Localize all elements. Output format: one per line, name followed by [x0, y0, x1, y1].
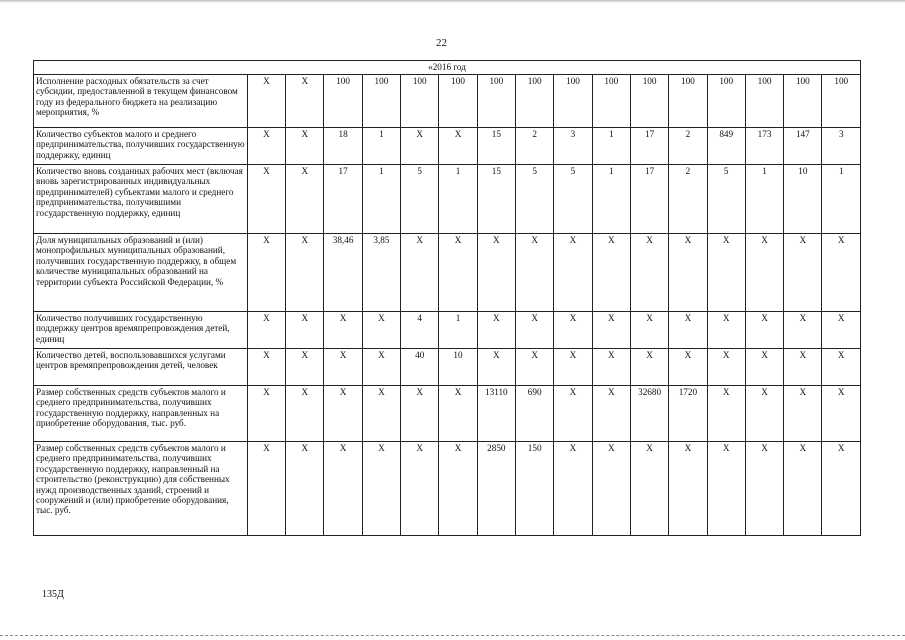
- value-cell: Х: [822, 349, 861, 386]
- value-cell: Х: [286, 234, 324, 312]
- value-cell: 17: [324, 165, 362, 234]
- value-cell: Х: [669, 234, 707, 312]
- value-cell: Х: [324, 386, 362, 442]
- value-cell: 1: [362, 128, 400, 165]
- value-cell: Х: [401, 442, 439, 536]
- table-row: [34, 234, 861, 312]
- value-cell: 5: [707, 165, 745, 234]
- value-cell: 1: [592, 128, 630, 165]
- value-cell: 100: [401, 75, 439, 128]
- value-cell: 18: [324, 128, 362, 165]
- value-cell: 13110: [477, 386, 515, 442]
- value-cell: Х: [362, 442, 400, 536]
- value-cell: Х: [247, 386, 285, 442]
- value-cell: Х: [745, 234, 783, 312]
- scan-edge-top: [0, 0, 905, 3]
- value-cell: Х: [439, 386, 477, 442]
- value-cell: Х: [247, 349, 285, 386]
- value-cell: Х: [822, 234, 861, 312]
- value-cell: Х: [515, 312, 553, 349]
- value-cell: 5: [515, 165, 553, 234]
- table-row: [34, 75, 861, 128]
- value-cell: Х: [286, 75, 324, 128]
- value-cell: Х: [630, 349, 668, 386]
- value-cell: Х: [515, 349, 553, 386]
- value-cell: Х: [324, 349, 362, 386]
- value-cell: Х: [477, 349, 515, 386]
- value-cell: 15: [477, 128, 515, 165]
- value-cell: 147: [784, 128, 822, 165]
- value-cell: Х: [286, 442, 324, 536]
- value-cell: 100: [822, 75, 861, 128]
- value-cell: Х: [247, 312, 285, 349]
- table-body: [34, 61, 861, 536]
- indicator-label: Доля муниципальных образований и (или) монопрофильных муниципальных образований, получивших государственную поддержку, в общем количестве муниципальных образований на территории субъекта Российской Федерации, %: [34, 234, 248, 312]
- value-cell: Х: [477, 234, 515, 312]
- value-cell: 173: [745, 128, 783, 165]
- value-cell: Х: [784, 312, 822, 349]
- value-cell: Х: [247, 442, 285, 536]
- value-cell: 1720: [669, 386, 707, 442]
- table-row: [34, 165, 861, 234]
- year-header-row: [34, 61, 861, 75]
- value-cell: Х: [784, 386, 822, 442]
- value-cell: 1: [439, 165, 477, 234]
- value-cell: 4: [401, 312, 439, 349]
- value-cell: Х: [669, 312, 707, 349]
- value-cell: 2: [669, 128, 707, 165]
- value-cell: Х: [401, 128, 439, 165]
- table-row: [34, 349, 861, 386]
- value-cell: Х: [707, 386, 745, 442]
- value-cell: Х: [784, 234, 822, 312]
- value-cell: Х: [784, 442, 822, 536]
- value-cell: 3: [822, 128, 861, 165]
- value-cell: 100: [362, 75, 400, 128]
- indicator-label: Количество детей, воспользовавшихся услугами центров времяпрепровождения детей, человек: [34, 349, 248, 386]
- value-cell: Х: [286, 349, 324, 386]
- value-cell: 10: [439, 349, 477, 386]
- value-cell: 17: [630, 128, 668, 165]
- value-cell: 100: [324, 75, 362, 128]
- value-cell: 3,85: [362, 234, 400, 312]
- value-cell: Х: [515, 234, 553, 312]
- value-cell: Х: [439, 442, 477, 536]
- value-cell: Х: [286, 128, 324, 165]
- value-cell: Х: [707, 234, 745, 312]
- value-cell: Х: [554, 442, 592, 536]
- value-cell: 2850: [477, 442, 515, 536]
- value-cell: Х: [669, 442, 707, 536]
- value-cell: Х: [707, 349, 745, 386]
- value-cell: Х: [707, 442, 745, 536]
- value-cell: 100: [707, 75, 745, 128]
- value-cell: 1: [822, 165, 861, 234]
- value-cell: 40: [401, 349, 439, 386]
- value-cell: Х: [477, 312, 515, 349]
- value-cell: 100: [669, 75, 707, 128]
- value-cell: Х: [554, 386, 592, 442]
- value-cell: Х: [745, 312, 783, 349]
- indicator-label: Размер собственных средств субъектов малого и среднего предпринимательства, получивших государственную поддержку, направленный на строительство (реконструкцию) для собственных нужд производственных зданий, строений и сооружений и (или) приобретение оборудования, тыс. руб.: [34, 442, 248, 536]
- value-cell: Х: [592, 349, 630, 386]
- value-cell: 100: [784, 75, 822, 128]
- document-code: 135Д: [42, 589, 64, 600]
- value-cell: 15: [477, 165, 515, 234]
- value-cell: Х: [401, 386, 439, 442]
- value-cell: Х: [247, 128, 285, 165]
- value-cell: 5: [401, 165, 439, 234]
- value-cell: Х: [822, 442, 861, 536]
- value-cell: Х: [592, 234, 630, 312]
- value-cell: Х: [324, 442, 362, 536]
- indicator-label: Исполнение расходных обязательств за счет субсидии, предоставленной в текущем финансовом году из федерального бюджета на реализацию мероприятия, %: [34, 75, 248, 128]
- value-cell: Х: [247, 234, 285, 312]
- value-cell: 100: [439, 75, 477, 128]
- value-cell: Х: [822, 312, 861, 349]
- value-cell: Х: [247, 165, 285, 234]
- value-cell: Х: [822, 386, 861, 442]
- value-cell: 1: [362, 165, 400, 234]
- table-row: [34, 312, 861, 349]
- indicator-label: Количество получивших государственную поддержку центров времяпрепровождения детей, единиц: [34, 312, 248, 349]
- value-cell: Х: [362, 312, 400, 349]
- value-cell: 1: [592, 165, 630, 234]
- page-number: 22: [436, 37, 447, 49]
- value-cell: Х: [554, 234, 592, 312]
- value-cell: Х: [707, 312, 745, 349]
- value-cell: Х: [286, 165, 324, 234]
- value-cell: Х: [592, 386, 630, 442]
- value-cell: Х: [286, 312, 324, 349]
- value-cell: Х: [554, 349, 592, 386]
- value-cell: Х: [669, 349, 707, 386]
- value-cell: 32680: [630, 386, 668, 442]
- value-cell: 17: [630, 165, 668, 234]
- scan-edge-bottom: [0, 635, 905, 638]
- value-cell: Х: [362, 349, 400, 386]
- value-cell: Х: [745, 442, 783, 536]
- value-cell: Х: [439, 234, 477, 312]
- value-cell: Х: [247, 75, 285, 128]
- value-cell: Х: [630, 442, 668, 536]
- value-cell: Х: [745, 386, 783, 442]
- value-cell: 100: [477, 75, 515, 128]
- value-cell: Х: [630, 234, 668, 312]
- value-cell: 100: [592, 75, 630, 128]
- value-cell: 100: [745, 75, 783, 128]
- value-cell: Х: [784, 349, 822, 386]
- value-cell: 10: [784, 165, 822, 234]
- value-cell: 1: [745, 165, 783, 234]
- indicator-label: Размер собственных средств субъектов малого и среднего предпринимательства, получивших государственную поддержку, направленных на приобретение оборудования, тыс. руб.: [34, 386, 248, 442]
- value-cell: 2: [515, 128, 553, 165]
- value-cell: Х: [554, 312, 592, 349]
- value-cell: Х: [592, 312, 630, 349]
- data-table: [33, 60, 861, 536]
- value-cell: Х: [362, 386, 400, 442]
- value-cell: 100: [630, 75, 668, 128]
- value-cell: 5: [554, 165, 592, 234]
- table-row: [34, 128, 861, 165]
- value-cell: 100: [515, 75, 553, 128]
- value-cell: 150: [515, 442, 553, 536]
- value-cell: Х: [439, 128, 477, 165]
- indicator-label: Количество вновь созданных рабочих мест (включая вновь зарегистрированных индивидуальных предпринимателей) субъектами малого и среднего предпринимательства, получившими государственную поддержку, единиц: [34, 165, 248, 234]
- value-cell: 2: [669, 165, 707, 234]
- table-row: [34, 386, 861, 442]
- value-cell: Х: [401, 234, 439, 312]
- value-cell: 849: [707, 128, 745, 165]
- value-cell: 100: [554, 75, 592, 128]
- value-cell: Х: [286, 386, 324, 442]
- value-cell: 38,46: [324, 234, 362, 312]
- year-header: «2016 год: [34, 61, 861, 75]
- value-cell: 690: [515, 386, 553, 442]
- value-cell: 3: [554, 128, 592, 165]
- value-cell: Х: [745, 349, 783, 386]
- value-cell: Х: [324, 312, 362, 349]
- indicator-label: Количество субъектов малого и среднего предпринимательства, получивших государственную поддержку, единиц: [34, 128, 248, 165]
- value-cell: Х: [592, 442, 630, 536]
- value-cell: Х: [630, 312, 668, 349]
- table-row: [34, 442, 861, 536]
- value-cell: 1: [439, 312, 477, 349]
